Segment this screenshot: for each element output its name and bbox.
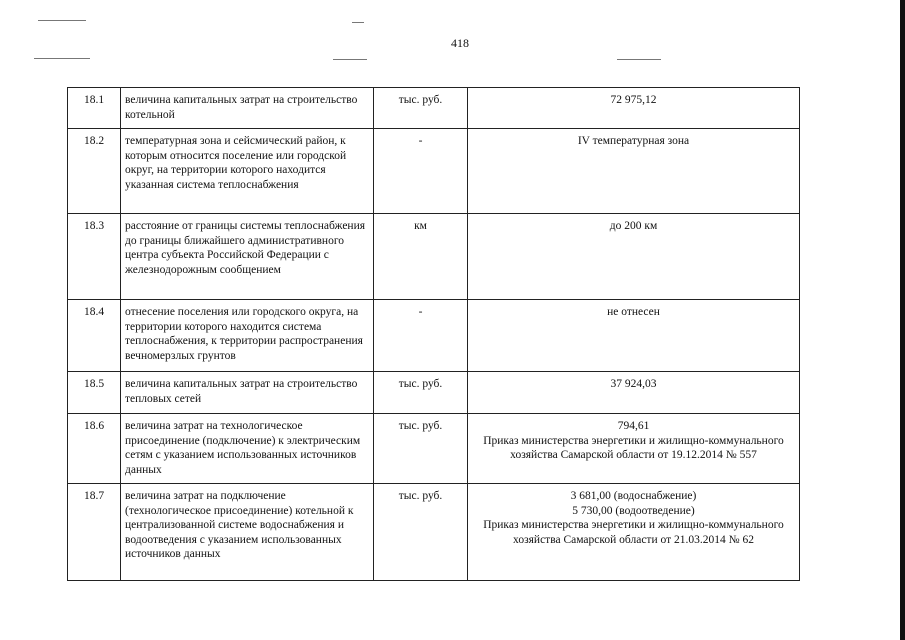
row-number: 18.1 bbox=[68, 88, 121, 129]
value-line: Приказ министерства энергетики и жилищно-коммунального хозяйства Самарской области от 21.03.2014 № 62 bbox=[483, 519, 784, 546]
row-number: 18.7 bbox=[68, 484, 121, 581]
scan-artifact bbox=[333, 59, 367, 60]
table-row bbox=[68, 129, 800, 214]
row-number: 18.5 bbox=[68, 372, 121, 414]
scan-artifact bbox=[352, 22, 364, 23]
value-line: Приказ министерства энергетики и жилищно-коммунального хозяйства Самарской области от 19.12.2014 № 557 bbox=[483, 434, 784, 462]
value-line: 3 681,00 (водоснабжение) bbox=[570, 490, 697, 502]
value-line: не отнесен bbox=[607, 306, 660, 318]
parameter-name: величина затрат на технологическое присоединение (подключение) к электрическим сетям с указанием использованных источников данных bbox=[121, 414, 374, 484]
table-row bbox=[68, 214, 800, 300]
unit: тыс. руб. bbox=[374, 414, 468, 484]
row-number: 18.4 bbox=[68, 300, 121, 372]
parameters-table bbox=[67, 87, 800, 581]
unit: тыс. руб. bbox=[374, 372, 468, 414]
value-line: до 200 км bbox=[609, 220, 658, 232]
row-number: 18.2 bbox=[68, 129, 121, 214]
table-row bbox=[68, 300, 800, 372]
value-line: IV температурная зона bbox=[577, 135, 690, 147]
unit: - bbox=[374, 129, 468, 214]
table-row bbox=[68, 88, 800, 129]
parameter-value bbox=[468, 484, 800, 581]
scan-artifact bbox=[38, 20, 86, 21]
parameter-name: расстояние от границы системы теплоснабжения до границы ближайшего административного центра субъекта Российской Федерации с железнодорожным сообщением bbox=[121, 214, 374, 300]
value-line: 37 924,03 bbox=[610, 378, 657, 390]
parameter-value bbox=[468, 88, 800, 129]
row-number: 18.3 bbox=[68, 214, 121, 300]
unit: - bbox=[374, 300, 468, 372]
table-row bbox=[68, 484, 800, 581]
scan-artifact bbox=[34, 58, 90, 59]
parameter-name: величина затрат на подключение (технологическое присоединение) котельной к централизованной системе водоснабжения и водоотведения с указанием использованных источников данных bbox=[121, 484, 374, 581]
value-line: 72 975,12 bbox=[610, 94, 657, 106]
scan-edge bbox=[900, 0, 905, 640]
parameter-value bbox=[468, 372, 800, 414]
parameter-value bbox=[468, 129, 800, 214]
row-number: 18.6 bbox=[68, 414, 121, 484]
unit: тыс. руб. bbox=[374, 484, 468, 581]
value-line: 794,61 bbox=[617, 420, 650, 432]
parameter-name: величина капитальных затрат на строительство тепловых сетей bbox=[121, 372, 374, 414]
parameter-name: величина капитальных затрат на строительство котельной bbox=[121, 88, 374, 129]
parameter-value bbox=[468, 414, 800, 484]
parameter-name: отнесение поселения или городского округа, на территории которого находится система теплоснабжения, к территории распространения вечномерзлых грунтов bbox=[121, 300, 374, 372]
page-number: 418 bbox=[451, 36, 469, 50]
table-row bbox=[68, 414, 800, 484]
table-body bbox=[68, 88, 800, 581]
table-row bbox=[68, 372, 800, 414]
parameter-name: температурная зона и сейсмический район, к которым относится поселение или городской округ, на территории которого находится указанная система теплоснабжения bbox=[121, 129, 374, 214]
parameter-value bbox=[468, 214, 800, 300]
unit: тыс. руб. bbox=[374, 88, 468, 129]
value-line: 5 730,00 (водоотведение) bbox=[572, 504, 695, 517]
unit: км bbox=[374, 214, 468, 300]
parameter-value bbox=[468, 300, 800, 372]
scan-artifact bbox=[617, 59, 661, 60]
